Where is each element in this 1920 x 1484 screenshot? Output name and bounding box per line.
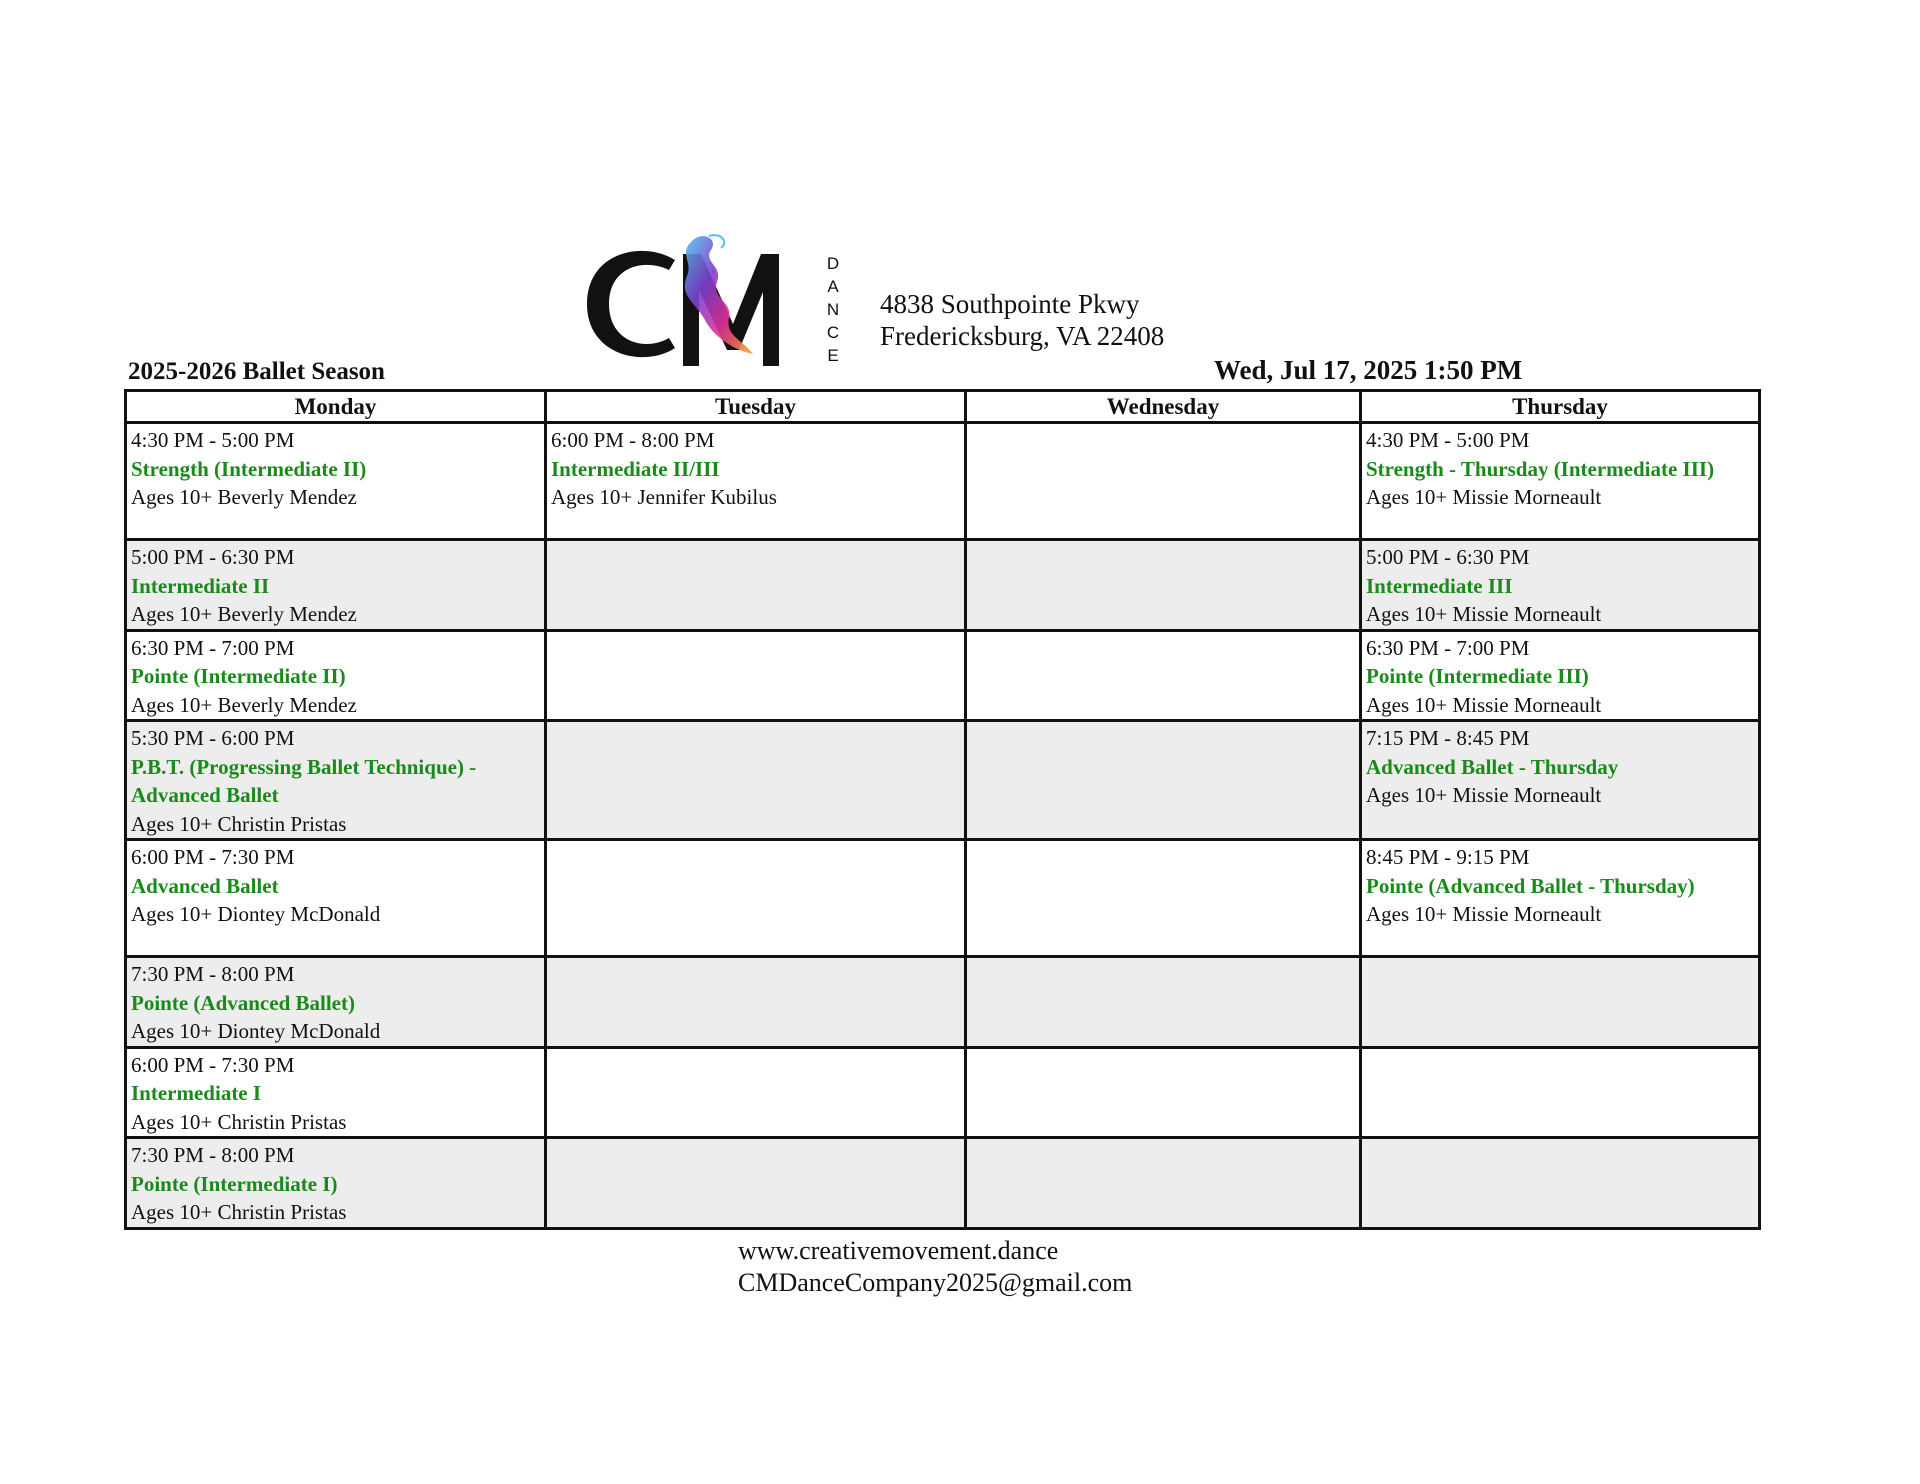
class-cell-thursday	[1361, 840, 1760, 957]
logo-letter: A	[827, 277, 839, 296]
class-cell-thursday	[1361, 721, 1760, 840]
class-time: 7:30 PM - 8:00 PM	[131, 1143, 295, 1167]
class-name: Intermediate II	[131, 573, 270, 598]
address-line-1: 4838 Southpointe Pkwy	[880, 289, 1140, 319]
day-header-wednesday: Wednesday	[966, 391, 1361, 423]
class-name: Advanced Ballet	[131, 873, 279, 898]
class-ages-instructor: Ages 10+ Diontey McDonald	[131, 902, 381, 926]
class-ages-instructor: Ages 10+ Missie Morneault	[1366, 485, 1602, 509]
class-name: Strength (Intermediate II)	[131, 456, 367, 481]
class-ages-instructor: Ages 10+ Missie Morneault	[1366, 602, 1602, 626]
class-time: 8:45 PM - 9:15 PM	[1366, 845, 1530, 869]
schedule-row	[126, 840, 1760, 957]
email-link[interactable]: CMDanceCompany2025@gmail.com	[738, 1268, 1133, 1297]
empty-cell-tuesday	[546, 840, 966, 957]
day-header-thursday: Thursday	[1361, 391, 1760, 423]
season-title: 2025-2026 Ballet Season	[128, 358, 385, 385]
schedule-row	[126, 1138, 1760, 1229]
contact-footer	[738, 1235, 1132, 1299]
class-ages-instructor: Ages 10+ Missie Morneault	[1366, 902, 1602, 926]
empty-cell-wednesday	[966, 630, 1361, 721]
class-name: Pointe (Intermediate I)	[131, 1171, 338, 1196]
class-time: 6:00 PM - 7:30 PM	[131, 1052, 295, 1077]
class-cell-thursday	[1361, 540, 1760, 631]
empty-cell-wednesday	[966, 957, 1361, 1048]
class-ages-instructor: Ages 10+ Diontey McDonald	[131, 1019, 381, 1043]
empty-cell-wednesday	[966, 721, 1361, 840]
class-cell-monday	[126, 840, 546, 957]
schedule-table	[124, 389, 1761, 1230]
class-name: Pointe (Intermediate II)	[131, 664, 346, 688]
class-time: 7:15 PM - 8:45 PM	[1366, 726, 1530, 750]
day-header-monday: Monday	[126, 391, 546, 423]
empty-cell-tuesday	[546, 957, 966, 1048]
schedule-row	[126, 630, 1760, 721]
class-name: Intermediate I	[131, 1081, 262, 1105]
class-name: Intermediate III	[1366, 573, 1513, 598]
empty-cell-wednesday	[966, 1047, 1361, 1138]
schedule-row	[126, 721, 1760, 840]
empty-cell-thursday	[1361, 957, 1760, 1048]
logo-letter: E	[827, 346, 839, 365]
website-link[interactable]: www.creativemovement.dance	[738, 1236, 1059, 1265]
class-ages-instructor: Ages 10+ Christin Pristas	[131, 811, 347, 836]
class-cell-tuesday	[546, 423, 966, 540]
class-name: Intermediate II/III	[551, 456, 720, 481]
class-name: Pointe (Intermediate III)	[1366, 664, 1589, 688]
empty-cell-tuesday	[546, 540, 966, 631]
empty-cell-wednesday	[966, 840, 1361, 957]
studio-address	[880, 288, 1164, 352]
class-ages-instructor: Ages 10+ Beverly Mendez	[131, 485, 357, 509]
class-ages-instructor: Ages 10+ Beverly Mendez	[131, 692, 357, 717]
class-cell-monday	[126, 540, 546, 631]
print-timestamp: Wed, Jul 17, 2025 1:50 PM	[1214, 355, 1523, 385]
class-ages-instructor: Ages 10+ Jennifer Kubilus	[551, 485, 777, 509]
logo-letter: C	[826, 323, 840, 342]
class-time: 4:30 PM - 5:00 PM	[1366, 428, 1530, 452]
class-time: 5:00 PM - 6:30 PM	[131, 545, 295, 569]
class-cell-monday	[126, 1047, 546, 1138]
empty-cell-wednesday	[966, 540, 1361, 631]
empty-cell-tuesday	[546, 1047, 966, 1138]
day-header-tuesday: Tuesday	[546, 391, 966, 423]
class-cell-thursday	[1361, 423, 1760, 540]
cm-monogram-graphic	[583, 232, 823, 372]
schedule-row	[126, 1047, 1760, 1138]
logo-letter: N	[826, 300, 840, 319]
class-name: Pointe (Advanced Ballet)	[131, 990, 355, 1015]
class-ages-instructor: Ages 10+ Christin Pristas	[131, 1200, 347, 1224]
class-cell-monday	[126, 630, 546, 721]
schedule-row	[126, 423, 1760, 540]
class-name: P.B.T. (Progressing Ballet Technique) - Advanced Ballet	[131, 754, 477, 807]
class-cell-monday	[126, 957, 546, 1048]
class-cell-monday	[126, 721, 546, 840]
day-header-row	[126, 391, 1760, 423]
empty-cell-tuesday	[546, 630, 966, 721]
class-ages-instructor: Ages 10+ Missie Morneault	[1366, 783, 1602, 807]
cm-dance-logo	[583, 232, 843, 372]
schedule-body	[126, 423, 1760, 1229]
class-time: 6:30 PM - 7:00 PM	[1366, 635, 1530, 660]
class-time: 6:00 PM - 7:30 PM	[131, 845, 295, 869]
schedule-row	[126, 957, 1760, 1048]
empty-cell-thursday	[1361, 1138, 1760, 1229]
schedule-row	[126, 540, 1760, 631]
class-cell-thursday	[1361, 630, 1760, 721]
class-time: 5:00 PM - 6:30 PM	[1366, 545, 1530, 569]
class-time: 7:30 PM - 8:00 PM	[131, 962, 295, 986]
class-ages-instructor: Ages 10+ Missie Morneault	[1366, 692, 1602, 717]
class-name: Advanced Ballet - Thursday	[1366, 754, 1619, 779]
empty-cell-tuesday	[546, 1138, 966, 1229]
empty-cell-thursday	[1361, 1047, 1760, 1138]
class-cell-monday	[126, 1138, 546, 1229]
logo-letter: D	[826, 254, 840, 273]
class-ages-instructor: Ages 10+ Christin Pristas	[131, 1109, 347, 1134]
class-time: 4:30 PM - 5:00 PM	[131, 428, 295, 452]
class-ages-instructor: Ages 10+ Beverly Mendez	[131, 602, 357, 626]
class-name: Pointe (Advanced Ballet - Thursday)	[1366, 873, 1695, 898]
empty-cell-wednesday	[966, 1138, 1361, 1229]
logo-vertical-dance-letters	[823, 252, 843, 367]
empty-cell-tuesday	[546, 721, 966, 840]
class-cell-monday	[126, 423, 546, 540]
address-line-2: Fredericksburg, VA 22408	[880, 321, 1165, 351]
class-time: 6:00 PM - 8:00 PM	[551, 428, 715, 452]
empty-cell-wednesday	[966, 423, 1361, 540]
class-time: 6:30 PM - 7:00 PM	[131, 635, 295, 660]
class-time: 5:30 PM - 6:00 PM	[131, 726, 295, 750]
class-name: Strength - Thursday (Intermediate III)	[1366, 456, 1715, 481]
